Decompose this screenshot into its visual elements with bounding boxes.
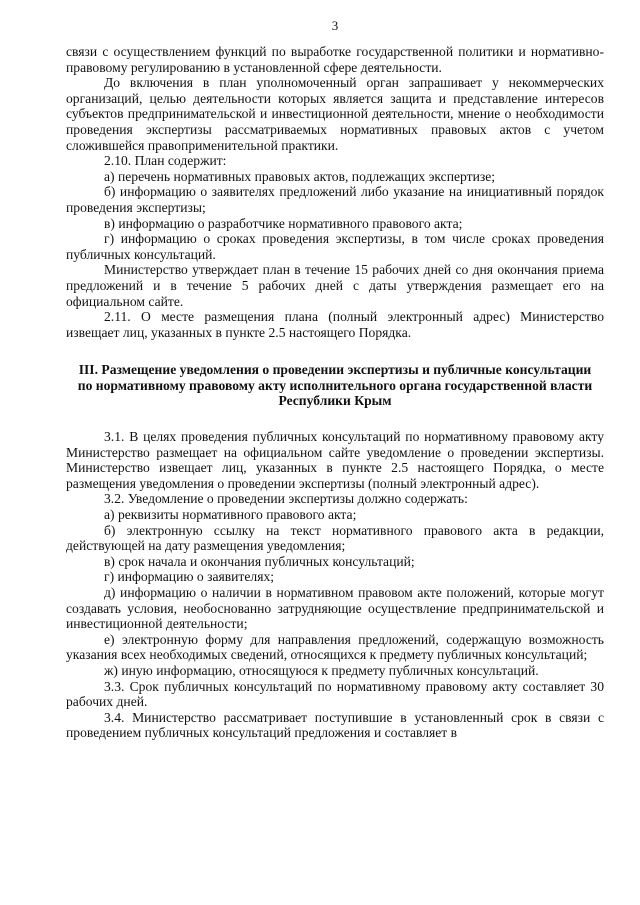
page-number: 3	[331, 18, 339, 33]
list-item-a: а) перечень нормативных правовых актов, подлежащих экспертизе;	[104, 168, 496, 184]
paragraph-3-2: 3.2. Уведомление о проведении экспертизы должно содержать:	[104, 491, 468, 507]
list-item-g: г) информацию о сроках проведения экспертизы, в том числе сроках проведения публичных консультаций.	[66, 231, 604, 262]
section-heading: III. Размещение уведомления о проведении экспертизы и публичные консультации по нормативному правовому акту исполнительного органа государственной власти Республики Крым	[77, 362, 593, 409]
list-item-v: в) срок начала и окончания публичных консультаций;	[104, 553, 415, 569]
paragraph-plan-approval: Министерство утверждает план в течение 15 рабочих дней со дня окончания приема предложений и в течение 5 рабочих дней с даты утверждения размещает его на официальном сайте.	[66, 262, 604, 309]
paragraph-3-3: 3.3. Срок публичных консультаций по нормативному правовому акту составляет 30 рабочих дней.	[66, 678, 604, 710]
paragraph-3-1: 3.1. В целях проведения публичных консультаций по нормативному правовому акту Министерство размещает на официальном сайте уведомление о проведении экспертизы. Министерство извещает лиц, указанных в пункте 2.5 настоящего Порядка, о месте размещения уведомления о проведении экспертизы (полный электронный адрес).	[66, 429, 604, 491]
paragraph-continuation: связи с осуществлением функций по выработке государственной политики и нормативно-правовому регулированию в установленной сфере деятельности.	[66, 44, 604, 75]
list-item-e: е) электронную форму для направления предложений, содержащую возможность указания всех необходимых сведений, относящихся к предмету публичных консультаций;	[66, 631, 604, 663]
list-item-v: в) информацию о разработчике нормативного правового акта;	[104, 215, 463, 231]
paragraph-nko-request: До включения в план уполномоченный орган запрашивает у некоммерческих организаций, целью деятельности которых является защита и представление интересов субъектов предпринимательской и инвестиционной деятельности, мнение о необходимости проведения экспертизы рассматриваемых нормативных правовых актов с учетом сложившейся правоприменительной практики.	[66, 75, 604, 153]
list-item-d: д) информацию о наличии в нормативном правовом акте положений, которые могут создавать условия, необоснованно затрудняющие осуществление предпринимательской и инвестиционной деятельности;	[66, 585, 604, 632]
list-item-zh: ж) иную информацию, относящуюся к предмету публичных консультаций.	[104, 662, 539, 678]
list-item-b: б) информацию о заявителях предложений либо указание на инициативный порядок проведения экспертизы;	[66, 184, 604, 215]
paragraph-3-4: 3.4. Министерство рассматривает поступившие в установленный срок в связи с проведением публичных консультаций предложения и составляет в	[66, 709, 604, 741]
list-item-g: г) информацию о заявителях;	[104, 569, 275, 585]
paragraph-2-10: 2.10. План содержит:	[104, 153, 227, 169]
list-item-a: а) реквизиты нормативного правового акта;	[104, 507, 357, 523]
paragraph-2-11: 2.11. О месте размещения плана (полный электронный адрес) Министерство извещает лиц, указанных в пункте 2.5 настоящего Порядка.	[66, 309, 604, 340]
list-item-b: б) электронную ссылку на текст нормативного правового акта в редакции, действующей на дату размещения уведомления;	[66, 522, 604, 554]
